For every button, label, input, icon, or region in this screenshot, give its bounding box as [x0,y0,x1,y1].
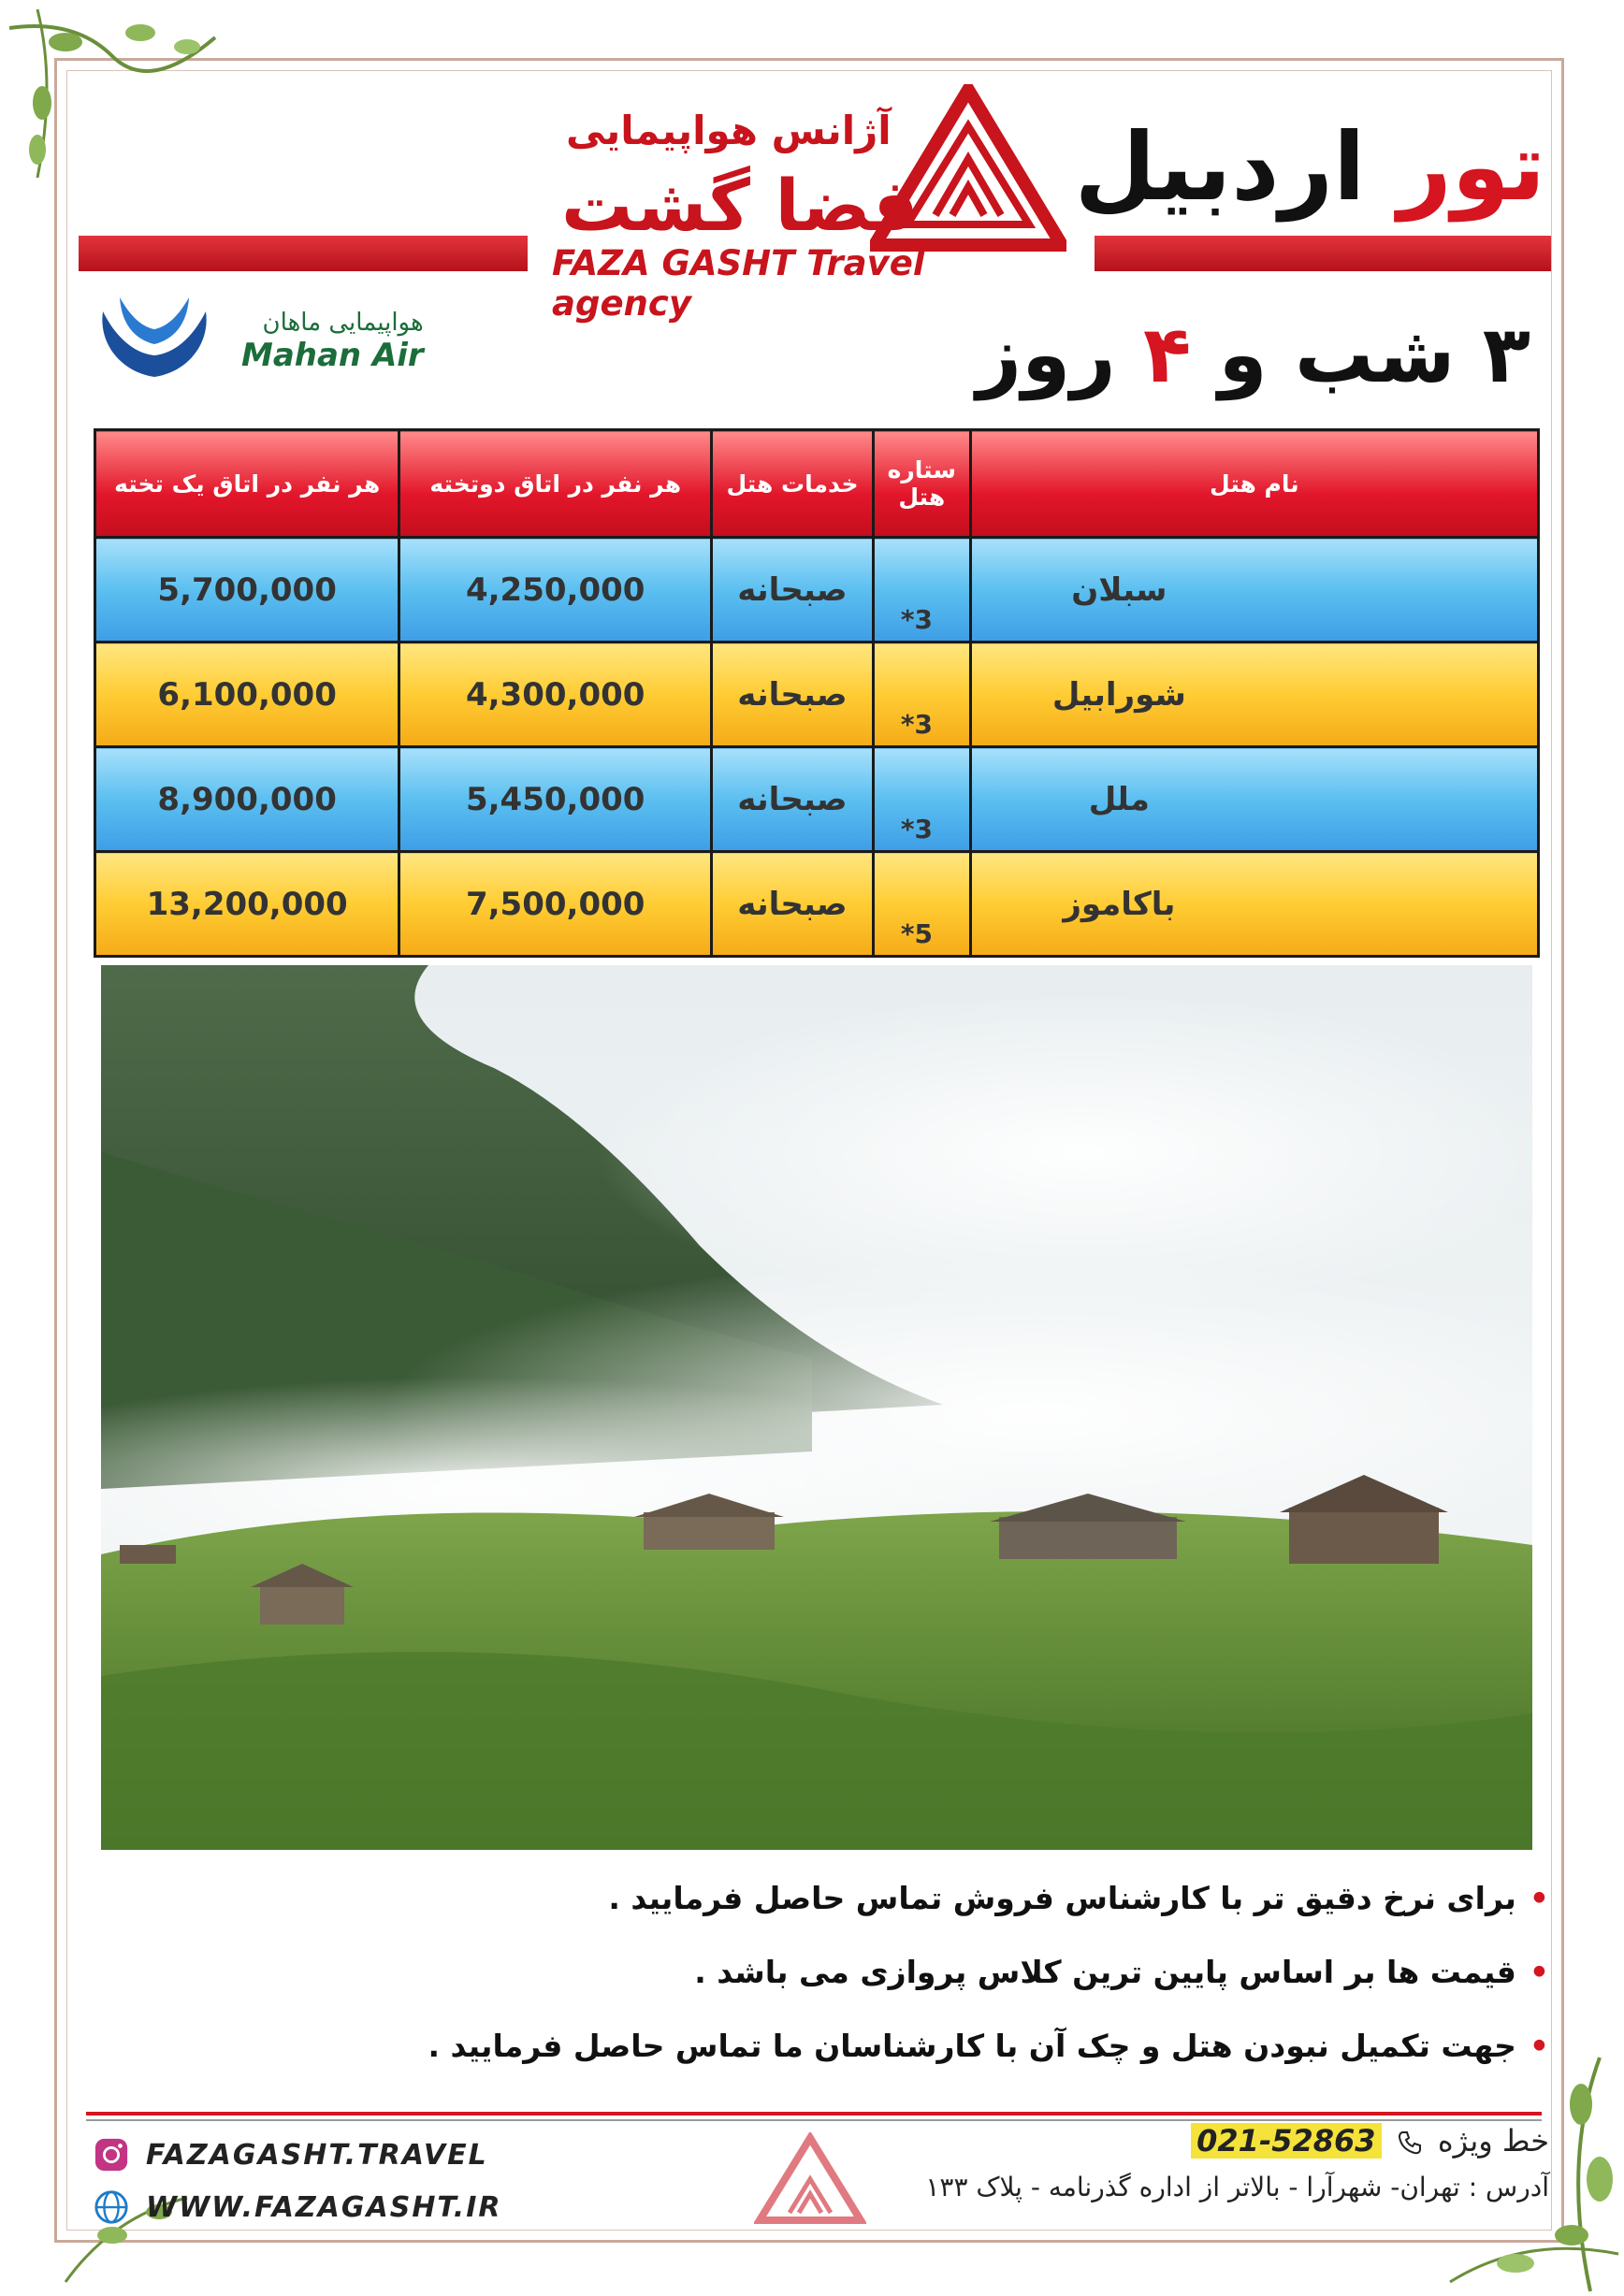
instagram-handle[interactable]: FAZAGASHT.TRAVEL [146,2138,488,2172]
price-table [94,428,1540,958]
list-item: •قیمت ها بر اساس پایین ترین کلاس پروازی می باشد . [694,1954,1549,1990]
instagram-icon [94,2137,129,2173]
subtitle-days-word: روز [976,309,1116,400]
header-double: هر نفر در اتاق دوتخته [399,430,712,538]
hotel-services: صبحانه [712,538,874,643]
table-row [95,852,1539,957]
agency-footer-logo-icon [754,2132,866,2226]
title-city: اردبیل [1074,112,1366,222]
agency-name-en: FAZA GASHT Travel agency [552,243,925,324]
hotel-stars: 3* [900,709,933,740]
price-double: 7,500,000 [399,852,712,957]
contact-info [925,2123,1549,2202]
hotel-services: صبحانه [712,852,874,957]
airline-wing-icon [94,288,215,382]
hotel-services: صبحانه [712,747,874,852]
website-link[interactable]: WWW.FAZAGASHT.IR [146,2190,502,2224]
agency-name-big: فضا گشت [561,164,919,247]
header-hotel: نام هتل [970,430,1538,538]
table-row [95,747,1539,852]
notes-list [428,1880,1550,2101]
title-tour: تور [1398,112,1545,222]
footer-divider [86,2112,1542,2115]
table-row [95,538,1539,643]
header-services: خدمات هتل [712,430,874,538]
header-bar-right [1095,236,1551,271]
landscape-photo [101,965,1532,1850]
price-double: 4,300,000 [399,643,712,747]
price-single: 5,700,000 [95,538,399,643]
table-row [95,643,1539,747]
hotel-name: سبلان [970,538,1538,643]
agency-name-small: آژانس هواپیمایی [566,108,892,153]
price-double: 5,450,000 [399,747,712,852]
page-title [1075,112,1545,222]
hotel-services: صبحانه [712,643,874,747]
vine-decoration-icon [0,0,225,187]
list-item: •برای نرخ دقیق تر با کارشناس فروش تماس حاصل فرمایید . [608,1880,1549,1916]
note-text: قیمت ها بر اساس پایین ترین کلاس پروازی می باشد . [694,1954,1516,1990]
hotel-name: باکاموز [970,852,1538,957]
phone-number[interactable]: 021-52863 [1191,2123,1381,2159]
list-item: •جهت تکمیل نبودن هتل و چک آن با کارشناسان ما تماس حاصل فرمایید . [428,2028,1549,2064]
instagram-row[interactable] [94,2129,501,2181]
social-links [94,2129,501,2233]
subtitle-nights-word: شب و [1218,309,1456,400]
mahan-name-en: Mahan Air [241,337,424,374]
price-single: 13,200,000 [95,852,399,957]
agency-triangle-icon [870,84,1066,253]
hotel-stars: 3* [900,604,933,635]
price-double: 4,250,000 [399,538,712,643]
price-single: 8,900,000 [95,747,399,852]
mahan-air-logo [241,309,424,374]
table-header-row [95,430,1539,538]
page-subtitle [977,309,1530,400]
hotel-name: ملل [970,747,1538,852]
header-stars: ستاره هتل [873,430,970,538]
globe-icon [94,2189,129,2225]
hotel-stars: 5* [900,918,933,949]
subtitle-nights: ۳ [1482,309,1530,400]
note-text: برای نرخ دقیق تر با کارشناس فروش تماس حاصل فرمایید . [608,1880,1516,1916]
header-bar-left [79,236,528,271]
website-row[interactable] [94,2181,501,2233]
mahan-name-fa: هواپیمایی ماهان [262,309,424,337]
footer-divider-thin [86,2119,1542,2121]
agency-logo [533,84,1076,324]
note-text: جهت تکمیل نبودن هتل و چک آن با کارشناسان ما تماس حاصل فرمایید . [428,2028,1516,2064]
subtitle-days: ۴ [1142,309,1192,400]
hotline-label: خط ویژه [1437,2123,1549,2159]
price-single: 6,100,000 [95,643,399,747]
address-text: آدرس : تهران- شهرآرا - بالاتر از اداره گذرنامه - پلاک ۱۳۳ [925,2172,1549,2202]
phone-icon [1397,2130,1423,2156]
hotel-name: شورابیل [970,643,1538,747]
header-single: هر نفر در اتاق یک تخته [95,430,399,538]
hotel-stars: 3* [900,814,933,845]
